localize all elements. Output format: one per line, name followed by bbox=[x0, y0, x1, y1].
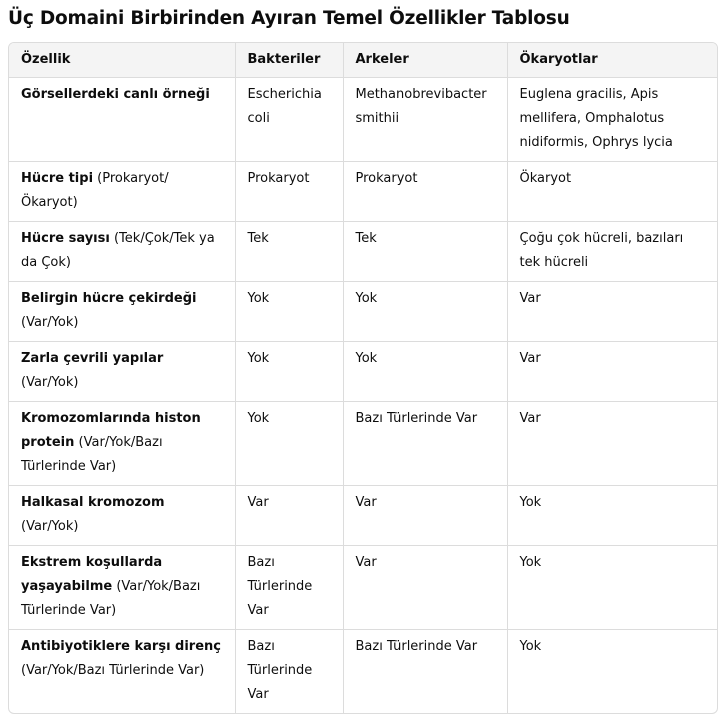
feature-label: Hücre sayısı bbox=[21, 231, 110, 246]
feature-options: (Var/Yok/Bazı Türlerinde Var) bbox=[21, 579, 201, 618]
archaea-cell: Methanobrevibacter smithii bbox=[343, 78, 507, 162]
feature-label: Halkasal kromozom bbox=[21, 495, 165, 510]
eukaryote-cell: Var bbox=[507, 282, 718, 342]
table-row bbox=[9, 162, 718, 222]
table-row bbox=[9, 282, 718, 342]
feature-cell bbox=[9, 282, 235, 342]
bacteria-cell: Var bbox=[235, 486, 343, 546]
archaea-cell: Var bbox=[343, 546, 507, 630]
bacteria-cell: Bazı Türlerinde Var bbox=[235, 630, 343, 714]
table-row bbox=[9, 342, 718, 402]
feature-label: Görsellerdeki canlı örneği bbox=[21, 87, 210, 102]
feature-options: (Var/Yok/Bazı Türlerinde Var) bbox=[21, 435, 163, 474]
eukaryote-cell: Yok bbox=[507, 546, 718, 630]
header-archaea: Arkeler bbox=[343, 43, 507, 78]
feature-cell bbox=[9, 162, 235, 222]
eukaryote-cell: Var bbox=[507, 402, 718, 486]
table-header-row bbox=[9, 43, 718, 78]
eukaryote-cell: Var bbox=[507, 342, 718, 402]
archaea-cell: Bazı Türlerinde Var bbox=[343, 402, 507, 486]
archaea-cell: Yok bbox=[343, 342, 507, 402]
comparison-table bbox=[9, 43, 718, 713]
feature-cell bbox=[9, 222, 235, 282]
feature-cell bbox=[9, 342, 235, 402]
feature-options: (Var/Yok) bbox=[21, 519, 79, 534]
feature-options: (Var/Yok) bbox=[21, 375, 79, 390]
table-row bbox=[9, 486, 718, 546]
eukaryote-cell: Ökaryot bbox=[507, 162, 718, 222]
table-row bbox=[9, 222, 718, 282]
table-row bbox=[9, 630, 718, 714]
table-row bbox=[9, 546, 718, 630]
archaea-cell: Bazı Türlerinde Var bbox=[343, 630, 507, 714]
feature-options: (Prokaryot/Ökaryot) bbox=[21, 171, 169, 210]
archaea-cell: Yok bbox=[343, 282, 507, 342]
archaea-cell: Var bbox=[343, 486, 507, 546]
feature-options: (Var/Yok) bbox=[21, 315, 79, 330]
feature-options: (Var/Yok/Bazı Türlerinde Var) bbox=[21, 663, 205, 678]
table-container bbox=[8, 42, 718, 714]
eukaryote-cell: Euglena gracilis, Apis mellifera, Omphalotus nidiformis, Ophrys lycia bbox=[507, 78, 718, 162]
feature-cell bbox=[9, 546, 235, 630]
feature-label: Zarla çevrili yapılar bbox=[21, 351, 164, 366]
bacteria-cell: Yok bbox=[235, 282, 343, 342]
feature-cell bbox=[9, 630, 235, 714]
table-row bbox=[9, 402, 718, 486]
page-title: Üç Domaini Birbirinden Ayıran Temel Özellikler Tablosu bbox=[8, 8, 570, 29]
bacteria-cell: Prokaryot bbox=[235, 162, 343, 222]
bacteria-cell: Yok bbox=[235, 342, 343, 402]
header-bacteria: Bakteriler bbox=[235, 43, 343, 78]
feature-label: Ekstrem koşullarda yaşayabilme bbox=[21, 555, 163, 594]
bacteria-cell: Escherichia coli bbox=[235, 78, 343, 162]
feature-options: (Tek/Çok/Tek ya da Çok) bbox=[21, 231, 215, 270]
feature-cell bbox=[9, 486, 235, 546]
feature-label: Hücre tipi bbox=[21, 171, 94, 186]
feature-label: Kromozomlarında histon protein bbox=[21, 411, 201, 450]
bacteria-cell: Bazı Türlerinde Var bbox=[235, 546, 343, 630]
bacteria-cell: Yok bbox=[235, 402, 343, 486]
eukaryote-cell: Yok bbox=[507, 486, 718, 546]
feature-label: Belirgin hücre çekirdeği bbox=[21, 291, 197, 306]
header-feature: Özellik bbox=[9, 43, 235, 78]
feature-cell bbox=[9, 402, 235, 486]
table-row bbox=[9, 78, 718, 162]
eukaryote-cell: Yok bbox=[519, 639, 542, 654]
archaea-cell: Prokaryot bbox=[343, 162, 507, 222]
eukaryote-cell: Çoğu çok hücreli, bazıları tek hücreli bbox=[507, 222, 718, 282]
feature-label: Antibiyotiklere karşı direnç bbox=[21, 639, 221, 654]
bacteria-cell: Tek bbox=[235, 222, 343, 282]
header-eukaryotes: Ökaryotlar bbox=[507, 43, 718, 78]
archaea-cell: Tek bbox=[343, 222, 507, 282]
feature-cell bbox=[9, 78, 235, 162]
